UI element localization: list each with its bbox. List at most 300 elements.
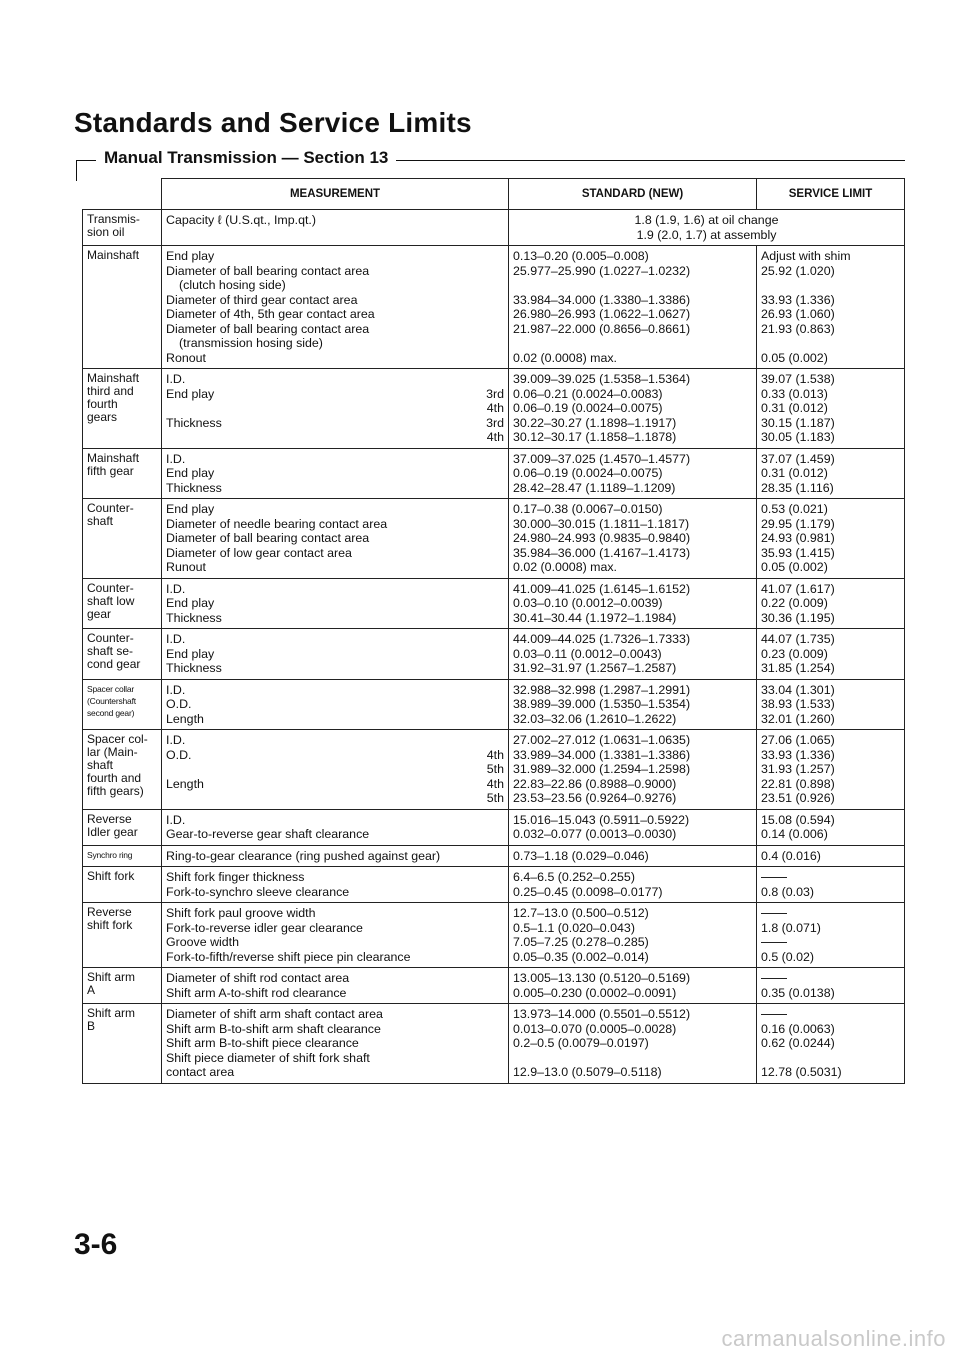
service-limit-value: 0.05 (0.002) <box>761 560 828 574</box>
header-standard: STANDARD (NEW) <box>509 179 757 210</box>
item-cell <box>83 578 162 629</box>
service-limit-value: 25.92 (1.020) <box>761 263 835 278</box>
measurement-text: Fork-to-fifth/reverse shift piece pin clearance <box>166 949 411 964</box>
gear-label <box>498 546 504 561</box>
standard-value: 27.002–27.012 (1.0631–1.0635) <box>513 733 691 747</box>
measurement-cell <box>162 730 509 810</box>
measurement-cell <box>162 903 509 968</box>
table-row <box>83 809 905 845</box>
item-cell <box>83 730 162 810</box>
measurement-text: Diameter of third gear contact area <box>166 292 358 307</box>
service-limit-cell <box>757 730 905 810</box>
measurement-line <box>166 791 504 806</box>
standard-value: 31.989–32.000 (1.2594–1.2598) <box>513 762 691 776</box>
standard-value: 30.000–30.015 (1.1811–1.1817) <box>513 516 690 531</box>
measurement-line <box>166 733 504 748</box>
item-line: Shift arm <box>87 970 136 984</box>
gear-label <box>498 560 504 575</box>
table-row <box>83 730 905 810</box>
standard-value: 13.005–13.130 (0.5120–0.5169) <box>513 971 691 985</box>
standard-cell <box>509 369 757 449</box>
service-limit-cell <box>757 679 905 730</box>
gear-label <box>498 481 504 496</box>
standard-cell <box>509 578 757 629</box>
measurement-cell <box>162 629 509 680</box>
measurement-cell <box>162 448 509 499</box>
measurement-cell <box>162 867 509 903</box>
item-line: Counter- <box>87 580 134 595</box>
service-limit-value: 35.93 (1.415) <box>761 545 835 560</box>
service-limit-value: 33.04 (1.301) <box>761 682 835 697</box>
measurement-line <box>166 1051 504 1066</box>
service-limit-value: 38.93 (1.533) <box>761 697 835 711</box>
service-limit-value: 33.93 (1.336) <box>761 747 835 762</box>
item-line: fourth <box>87 397 118 411</box>
measurement-text: Thickness <box>166 661 222 675</box>
gear-label <box>498 906 504 921</box>
no-limit-dash <box>761 942 787 943</box>
gear-label <box>498 712 504 727</box>
gear-label <box>498 885 504 900</box>
gear-label <box>498 596 504 611</box>
measurement-text: Fork-to-reverse idler gear clearance <box>166 920 363 935</box>
table-row-oil <box>83 210 905 246</box>
item-line: gears <box>87 410 118 424</box>
page-title: Standards and Service Limits <box>74 107 472 138</box>
standard-cell <box>509 246 757 369</box>
measurement-text: End play <box>166 249 215 263</box>
standard-value: 15.016–15.043 (0.5911–0.5922) <box>513 812 690 827</box>
measurement-line <box>166 921 504 936</box>
item-line: B <box>87 1019 96 1033</box>
standard-cell <box>509 679 757 730</box>
standard-value: 12.7–13.0 (0.500–0.512) <box>513 906 649 920</box>
standard-value: 30.22–30.27 (1.1898–1.1917) <box>513 415 677 430</box>
measurement-line <box>166 777 504 792</box>
standard-cell <box>509 1004 757 1084</box>
service-limit-value: 0.53 (0.021) <box>761 502 828 516</box>
item-line: (Countershaft <box>87 695 136 706</box>
measurement-line <box>166 401 504 416</box>
item-line: sion oil <box>87 225 125 239</box>
measurement-text: Diameter of shift arm shaft contact area <box>166 1007 383 1021</box>
item-line: Idler gear <box>87 824 138 839</box>
standard-value: 31.92–31.97 (1.2567–1.2587) <box>513 661 677 675</box>
gear-label <box>498 452 504 467</box>
measurement-text: End play <box>166 646 215 661</box>
table-row <box>83 246 905 369</box>
gear-label <box>498 264 504 279</box>
service-limit-value: 23.51 (0.926) <box>761 791 835 805</box>
standard-cell <box>509 629 757 680</box>
standard-value: 25.977–25.990 (1.0227–1.0232) <box>513 263 691 278</box>
measurement-text: Thickness <box>166 480 222 495</box>
gear-label <box>498 1065 504 1080</box>
watermark: carmanualsonline.info <box>721 1326 946 1351</box>
standard-cell <box>509 210 905 246</box>
gear-label <box>498 307 504 322</box>
standard-value: 0.013–0.070 (0.0005–0.0028) <box>513 1021 677 1036</box>
gear-label <box>498 849 504 864</box>
gear-label <box>498 611 504 626</box>
gear-label <box>498 870 504 885</box>
item-line: lar (Main- <box>87 745 138 759</box>
service-limit-value: 0.31 (0.012) <box>761 401 828 415</box>
gear-label <box>498 517 504 532</box>
measurement-line <box>166 885 504 900</box>
page-number: 3-6 <box>74 1228 118 1261</box>
service-limit-cell <box>757 499 905 579</box>
standard-value: 0.03–0.10 (0.0012–0.0039) <box>513 596 663 610</box>
standard-cell <box>509 903 757 968</box>
service-limit-value: 31.93 (1.257) <box>761 762 835 776</box>
measurement-line <box>166 813 504 828</box>
measurement-text: Diameter of low gear contact area <box>166 545 352 560</box>
no-limit-dash <box>761 1014 787 1015</box>
measurement-line <box>166 452 504 467</box>
standard-value: 24.980–24.993 (0.9835–0.9840) <box>513 531 691 545</box>
item-line: Mainshaft <box>87 248 140 262</box>
spec-table <box>82 178 905 1084</box>
standard-value: 37.009–37.025 (1.4570–1.4577) <box>513 451 691 466</box>
standard-line: 1.9 (2.0, 1.7) at assembly <box>636 227 777 242</box>
item-cell <box>83 867 162 903</box>
table-row <box>83 968 905 1004</box>
measurement-text: Thickness <box>166 415 222 430</box>
measurement-text: Fork-to-synchro sleeve clearance <box>166 884 350 899</box>
measurement-line <box>166 560 504 575</box>
measurement-text: End play <box>166 502 215 516</box>
measurement-line <box>166 307 504 322</box>
gear-label: 4th <box>486 747 504 762</box>
item-cell <box>83 246 162 369</box>
item-line: A <box>87 983 96 997</box>
gear-label <box>498 1051 504 1066</box>
service-limit-value: 0.22 (0.009) <box>761 596 828 610</box>
measurement-cell <box>162 210 509 246</box>
service-limit-value <box>761 278 900 293</box>
measurement-text: Ring-to-gear clearance (ring pushed against gear) <box>166 848 441 863</box>
standard-cell <box>509 867 757 903</box>
measurement-line <box>166 986 504 1001</box>
service-limit-value: 37.07 (1.459) <box>761 451 835 466</box>
measurement-text: contact area <box>166 1065 235 1079</box>
service-limit-value: 27.06 (1.065) <box>761 733 835 747</box>
gear-label: 5th <box>486 791 504 805</box>
standard-value: 28.42–28.47 (1.1189–1.1209) <box>513 480 676 495</box>
service-limit-cell <box>757 578 905 629</box>
gear-label <box>498 921 504 936</box>
measurement-text: I.D. <box>166 632 186 646</box>
standard-value <box>513 336 752 351</box>
service-limit-value: 0.23 (0.009) <box>761 646 828 661</box>
item-line: Synchro ring <box>87 849 133 860</box>
measurement-text: Shift fork finger thickness <box>166 870 305 884</box>
standard-value: 0.13–0.20 (0.005–0.008) <box>513 249 649 263</box>
service-limit-value: 15.08 (0.594) <box>761 812 835 827</box>
standard-value: 0.06–0.19 (0.0024–0.0075) <box>513 401 663 415</box>
item-line: Counter- <box>87 501 134 515</box>
standard-value: 23.53–23.56 (0.9264–0.9276) <box>513 791 677 805</box>
service-limit-cell <box>757 867 905 903</box>
gear-label <box>498 278 504 293</box>
service-limit-value: 41.07 (1.617) <box>761 581 835 596</box>
gear-label: 4th <box>486 430 504 444</box>
service-limit-value <box>761 906 900 921</box>
service-limit-value <box>761 935 900 950</box>
no-limit-dash <box>761 978 787 979</box>
header-service-limit: SERVICE LIMIT <box>757 179 905 210</box>
measurement-line <box>166 906 504 921</box>
service-limit-value: 44.07 (1.735) <box>761 632 835 646</box>
item-cell <box>83 629 162 680</box>
gear-label <box>498 647 504 662</box>
service-limit-value: 26.93 (1.060) <box>761 307 835 321</box>
measurement-text: I.D. <box>166 682 186 697</box>
measurement-line <box>166 466 504 481</box>
item-cell <box>83 679 162 730</box>
measurement-cell <box>162 578 509 629</box>
measurement-text: Length <box>166 711 204 726</box>
standard-value: 6.4–6.5 (0.252–0.255) <box>513 870 635 884</box>
service-limit-cell <box>757 845 905 867</box>
measurement-line <box>166 1065 504 1080</box>
measurement-text: End play <box>166 596 215 610</box>
service-limit-value: 0.62 (0.0244) <box>761 1036 835 1050</box>
item-line: fourth and <box>87 771 142 785</box>
standard-value: 13.973–14.000 (0.5501–0.5512) <box>513 1007 691 1021</box>
standard-cell <box>509 968 757 1004</box>
standard-value: 26.980–26.993 (1.0622–1.0627) <box>513 307 691 321</box>
service-limit-value <box>761 1051 900 1066</box>
measurement-text: Groove width <box>166 935 240 949</box>
item-cell <box>83 968 162 1004</box>
standard-value: 0.02 (0.0008) max. <box>513 350 618 365</box>
service-limit-value: 28.35 (1.116) <box>761 480 834 495</box>
measurement-text: I.D. <box>166 733 186 747</box>
standard-value: 0.005–0.230 (0.0002–0.0091) <box>513 985 677 1000</box>
measurement-text: Diameter of 4th, 5th gear contact area <box>166 307 375 321</box>
item-line: fifth gears) <box>87 784 144 798</box>
measurement-text: (clutch hosing side) <box>179 278 286 292</box>
measurement-line <box>166 762 504 777</box>
table-row <box>83 578 905 629</box>
service-limit-value: 0.33 (0.013) <box>761 386 828 401</box>
gear-label: 4th <box>486 401 504 415</box>
section-title: Manual Transmission — Section 13 <box>96 148 396 168</box>
standard-value: 0.06–0.19 (0.0024–0.0075) <box>513 466 663 480</box>
service-limit-value <box>761 1007 900 1022</box>
measurement-line <box>166 1022 504 1037</box>
measurement-line <box>166 661 504 676</box>
measurement-line <box>166 697 504 712</box>
table-row <box>83 903 905 968</box>
item-cell <box>83 845 162 867</box>
service-limit-value: 30.15 (1.187) <box>761 415 835 430</box>
gear-label <box>498 683 504 698</box>
table-row <box>83 845 905 867</box>
measurement-cell <box>162 845 509 867</box>
standard-value: 0.73–1.18 (0.029–0.046) <box>513 848 649 863</box>
measurement-line <box>166 416 504 431</box>
gear-label: 5th <box>486 762 504 776</box>
service-limit-value: 21.93 (0.863) <box>761 321 835 336</box>
measurement-text: Runout <box>166 560 206 574</box>
standard-value: 0.032–0.077 (0.0013–0.0030) <box>513 827 677 841</box>
service-limit-value: 39.07 (1.538) <box>761 372 835 386</box>
gear-label: 3rd <box>486 415 504 430</box>
item-cell <box>83 809 162 845</box>
measurement-line <box>166 827 504 842</box>
measurement-text: Thickness <box>166 610 222 625</box>
table-row <box>83 629 905 680</box>
measurement-cell <box>162 968 509 1004</box>
gear-label <box>498 1022 504 1037</box>
measurement-text: Shift piece diameter of shift fork shaft <box>166 1050 370 1065</box>
header-blank <box>83 179 162 210</box>
measurement-text: Gear-to-reverse gear shaft clearance <box>166 827 370 841</box>
measurement-text: Ronout <box>166 350 206 365</box>
service-limit-cell <box>757 448 905 499</box>
measurement-line <box>166 582 504 597</box>
standard-cell <box>509 809 757 845</box>
service-limit-value: 0.14 (0.006) <box>761 827 828 841</box>
service-limit-cell <box>757 903 905 968</box>
item-cell <box>83 1004 162 1084</box>
service-limit-value: 32.01 (1.260) <box>761 711 835 726</box>
service-limit-value: 31.85 (1.254) <box>761 661 835 675</box>
item-line: Spacer col- <box>87 732 148 746</box>
measurement-cell <box>162 499 509 579</box>
measurement-text: Diameter of ball bearing contact area <box>166 321 370 336</box>
service-limit-value: 0.5 (0.02) <box>761 949 815 964</box>
standard-value: 33.989–34.000 (1.3381–1.3386) <box>513 747 691 762</box>
service-limit-value: 24.93 (0.981) <box>761 531 835 545</box>
gear-label <box>498 1007 504 1022</box>
item-line: fifth gear <box>87 463 134 478</box>
service-limit-cell <box>757 246 905 369</box>
gear-label <box>498 661 504 676</box>
standard-value: 39.009–39.025 (1.5358–1.5364) <box>513 372 691 386</box>
measurement-text: I.D. <box>166 372 186 386</box>
item-line: second gear) <box>87 707 135 718</box>
standard-value: 35.984–36.000 (1.4167–1.4173) <box>513 545 691 560</box>
measurement-line <box>166 849 504 864</box>
standard-value <box>513 278 752 293</box>
gear-label <box>498 531 504 546</box>
standard-value: 0.17–0.38 (0.0067–0.0150) <box>513 502 663 516</box>
measurement-line <box>166 278 504 293</box>
table-row <box>83 679 905 730</box>
item-line: third and <box>87 384 134 398</box>
standard-value <box>513 1051 752 1066</box>
measurement-text: I.D. <box>166 451 186 466</box>
gear-label <box>498 1036 504 1051</box>
measurement-line <box>166 430 504 445</box>
standard-cell <box>509 845 757 867</box>
item-line: shaft se- <box>87 644 134 658</box>
gear-label <box>498 986 504 1001</box>
service-limit-value: 0.05 (0.002) <box>761 350 828 365</box>
measurement-text: Shift fork paul groove width <box>166 906 316 920</box>
item-cell <box>83 903 162 968</box>
measurement-text: Length <box>166 776 204 791</box>
item-line: shaft <box>87 758 114 772</box>
gear-label <box>498 697 504 712</box>
measurement-cell <box>162 369 509 449</box>
gear-label <box>498 935 504 950</box>
gear-label <box>498 827 504 842</box>
gear-label <box>498 632 504 647</box>
measurement-text: Shift arm B-to-shift piece clearance <box>166 1036 359 1050</box>
standard-cell <box>509 499 757 579</box>
no-limit-dash <box>761 913 787 914</box>
measurement-line <box>166 748 504 763</box>
measurement-line <box>166 351 504 366</box>
standard-value: 0.25–0.45 (0.0098–0.0177) <box>513 884 663 899</box>
service-limit-cell <box>757 629 905 680</box>
standard-value: 7.05–7.25 (0.278–0.285) <box>513 935 649 949</box>
item-cell <box>83 448 162 499</box>
measurement-line <box>166 293 504 308</box>
no-limit-dash <box>761 877 787 878</box>
standard-value: 0.05–0.35 (0.002–0.014) <box>513 949 649 964</box>
table-row <box>83 369 905 449</box>
gear-label <box>498 351 504 366</box>
table-row <box>83 867 905 903</box>
service-limit-value <box>761 870 900 885</box>
service-limit-value: 12.78 (0.5031) <box>761 1065 842 1079</box>
item-line: Reverse <box>87 905 132 919</box>
measurement-line <box>166 1036 504 1051</box>
standard-value: 0.06–0.21 (0.0024–0.0083) <box>513 386 663 401</box>
gear-label <box>498 502 504 517</box>
table-header-row <box>83 179 905 210</box>
measurement-line <box>166 517 504 532</box>
measurement-text: Diameter of needle bearing contact area <box>166 516 388 531</box>
gear-label <box>498 466 504 481</box>
standard-value: 0.5–1.1 (0.020–0.043) <box>513 920 635 935</box>
measurement-text: Shift arm A-to-shift rod clearance <box>166 985 347 1000</box>
measurement-cell <box>162 679 509 730</box>
measurement-line <box>166 712 504 727</box>
standard-value: 41.009–41.025 (1.6145–1.6152) <box>513 581 691 596</box>
item-line: Shift fork <box>87 869 135 883</box>
measurement-text: I.D. <box>166 812 186 827</box>
standard-line: 1.8 (1.9, 1.6) at oil change <box>634 213 779 227</box>
standard-value: 30.12–30.17 (1.1858–1.1878) <box>513 430 677 444</box>
measurement-line <box>166 372 504 387</box>
standard-value: 33.984–34.000 (1.3380–1.3386) <box>513 292 691 307</box>
measurement-line <box>166 249 504 264</box>
measurement-line <box>166 611 504 626</box>
service-limit-value: 0.4 (0.016) <box>761 848 821 863</box>
measurement-text: Diameter of ball bearing contact area <box>166 531 370 545</box>
measurement-line <box>166 264 504 279</box>
item-cell <box>83 499 162 579</box>
table-row <box>83 499 905 579</box>
standard-value: 0.02 (0.0008) max. <box>513 560 618 574</box>
standard-cell <box>509 730 757 810</box>
gear-label <box>498 582 504 597</box>
service-limit-cell <box>757 968 905 1004</box>
standard-value: 21.987–22.000 (0.8656–0.8661) <box>513 321 691 336</box>
measurement-line <box>166 647 504 662</box>
gear-label <box>498 249 504 264</box>
measurement-line <box>166 596 504 611</box>
service-limit-value: 1.8 (0.071) <box>761 920 821 935</box>
item-line: Mainshaft <box>87 371 140 385</box>
